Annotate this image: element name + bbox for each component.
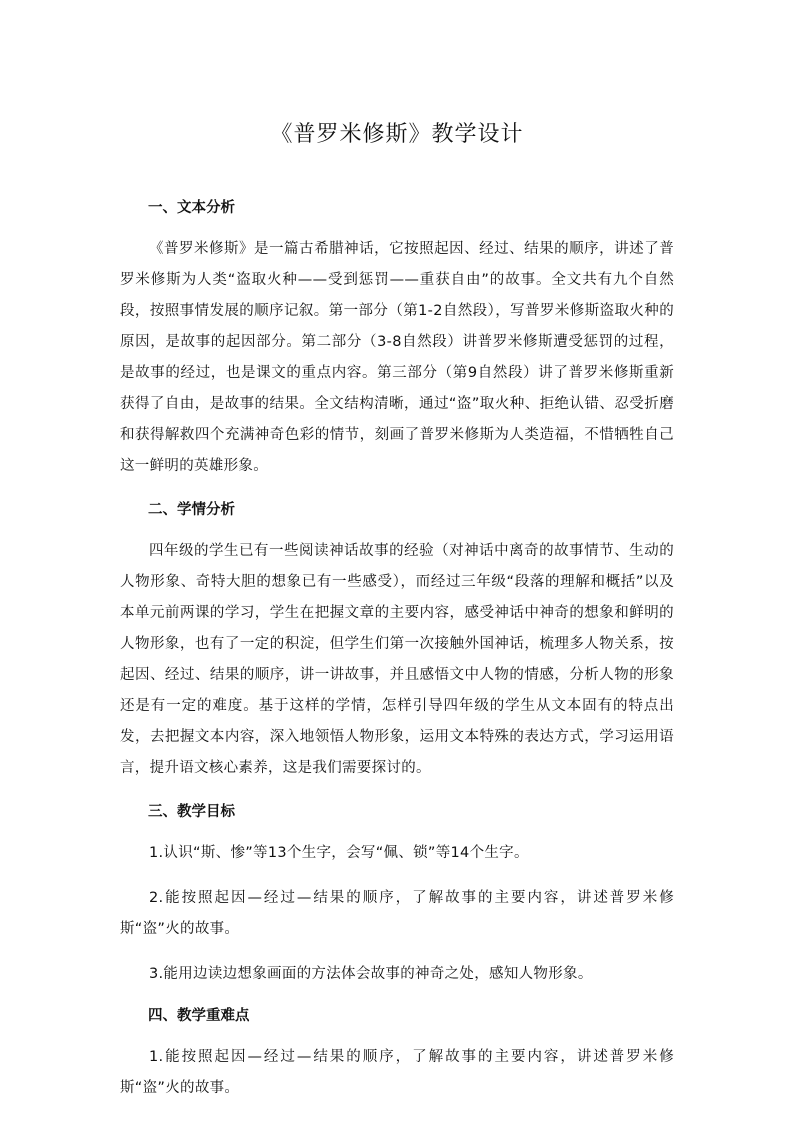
section-teaching-goals [120,800,674,990]
section-key-difficulties [120,1004,674,1104]
paragraph: 《普罗米修斯》是一篇古希腊神话，它按照起因、经过、结果的顺序，讲述了普罗米修斯为人类“盗取火种——受到惩罚——重获自由”的故事。全文共有九个自然段，按照事情发展的顺序记叙。第一部分（第1-2自然段），写普罗米修斯盗取火种的原因，是故事的起因部分。第二部分（3-8自然段）讲普罗米修斯遭受惩罚的过程，是故事的经过，也是课文的重点内容。第三部分（第9自然段）讲了普罗米修斯重新获得了自由，是故事的结果。全文结构清晰，通过“盗”取火种、拒绝认错、忍受折磨和获得解救四个充满神奇色彩的情节，刻画了普罗米修斯为人类造福，不惜牺牲自己这一鲜明的英雄形象。 [120,241,674,474]
list-item: 1.能按照起因—经过—结果的顺序，了解故事的主要内容，讲述普罗米修斯“盗”火的故事。 [120,1049,674,1096]
list-item: 3.能用边读边想象画面的方法体会故事的神奇之处，感知人物形象。 [149,966,593,982]
section-heading: 三、教学目标 [148,804,235,820]
list-item: 1.认识“斯、惨”等13个生字，会写“佩、锁”等14个生字。 [149,845,529,861]
document-title: 《普罗米修斯》教学设计 [270,122,524,147]
section-learner-analysis [120,498,674,784]
section-heading: 四、教学重难点 [148,1008,250,1024]
section-text-analysis [120,196,674,482]
section-heading: 二、学情分析 [148,502,235,518]
section-heading: 一、文本分析 [148,200,235,216]
paragraph: 四年级的学生已有一些阅读神话故事的经验（对神话中离奇的故事情节、生动的人物形象、奇特大胆的想象已有一些感受），而经过三年级“段落的理解和概括”以及本单元前两课的学习，学生在把握文章的主要内容，感受神话中神奇的想象和鲜明的人物形象，也有了一定的积淀，但学生们第一次接触外国神话，梳理多人物关系，按起因、经过、结果的顺序，讲一讲故事，并且感悟文中人物的情感，分析人物的形象还是有一定的难度。基于这样的学情，怎样引导四年级的学生从文本固有的特点出发，去把握文本内容，深入地领悟人物形象，运用文本特殊的表达方式，学习运用语言，提升语文核心素养，这是我们需要探讨的。 [120,543,674,776]
list-item: 2.能按照起因—经过—结果的顺序，了解故事的主要内容，讲述普罗米修斯“盗”火的故事。 [120,890,674,937]
